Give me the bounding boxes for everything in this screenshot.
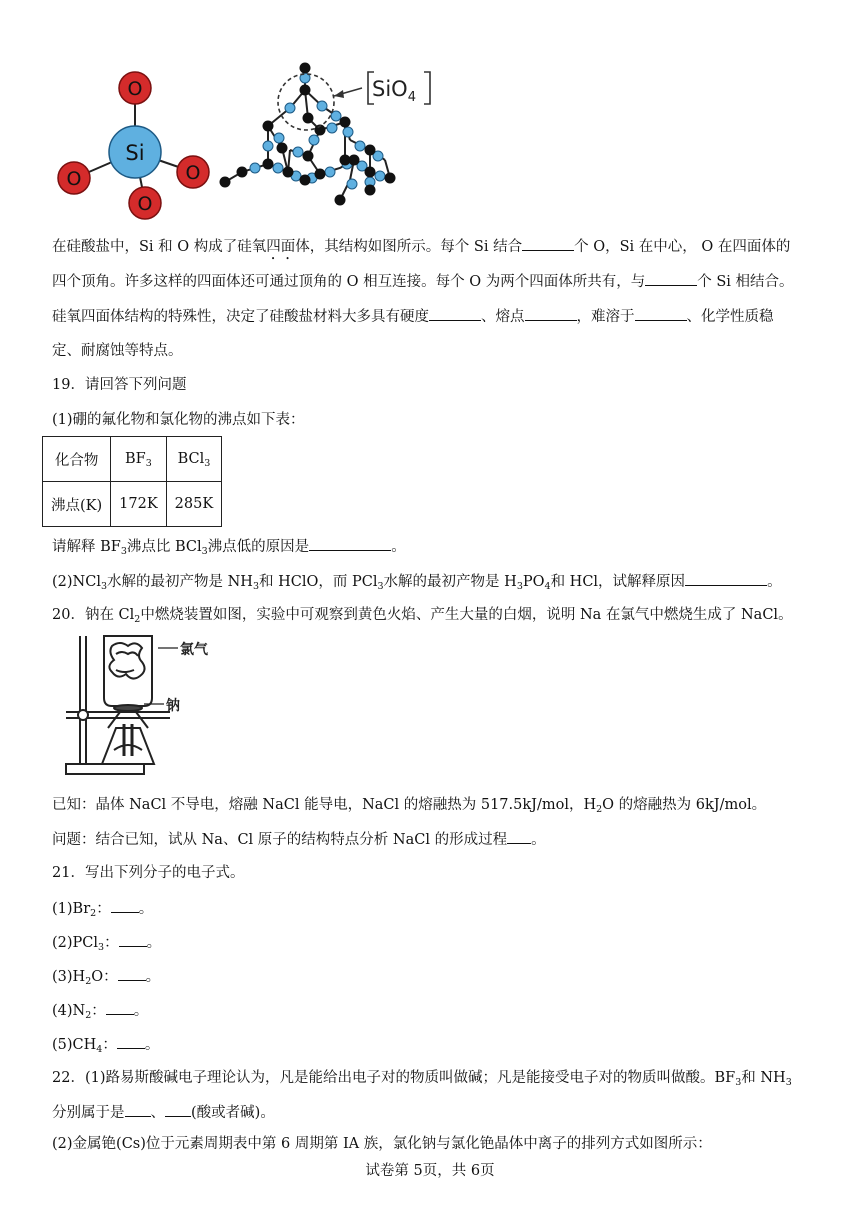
- table-cell-bcl3-bp: 285K: [166, 482, 222, 527]
- answer-blank[interactable]: [685, 571, 767, 586]
- silicate-chain-model: [220, 63, 431, 206]
- answer-blank[interactable]: [309, 536, 391, 551]
- question-19-part-1: (1)硼的氟化物和氯化物的沸点如下表：: [52, 412, 305, 428]
- silicate-structure-figure: [50, 60, 510, 230]
- question-21-item-1: $(1)Br_2$： 。: [52, 898, 153, 919]
- silicate-paragraph-line-2: 四个顶角。许多这样的四面体还可通过顶角的 O 相互连接。每个 O 为两个四面体所共有，与 个 Si 相结合。: [52, 271, 794, 292]
- sodium-combustion-apparatus: [60, 632, 220, 782]
- question-19-explain: 请解释 $BF_3$沸点比 BCl$_3$沸点低的原因是 。: [52, 536, 406, 557]
- question-21-item-4: $(4)N_2$： 。: [52, 1000, 148, 1021]
- question-20-question: 问题：结合已知，试从 Na、Cl 原子的结构特点分析 NaCl 的形成过程 。: [52, 829, 546, 850]
- sio4-tetrahedron-model: [58, 72, 209, 219]
- answer-blank[interactable]: [522, 236, 574, 251]
- question-21-item-5: $(5)CH_4$： 。: [52, 1034, 159, 1055]
- silicon-label: Si: [125, 141, 145, 165]
- table-header-compound: 化合物: [43, 437, 111, 482]
- label-sodium: 钠: [166, 698, 180, 714]
- answer-blank[interactable]: [525, 306, 577, 321]
- answer-blank[interactable]: [119, 932, 147, 947]
- oxygen-label-left: O: [66, 168, 82, 190]
- question-21-item-2: (2)PCl$_3$： 。: [52, 932, 161, 953]
- silicate-paragraph-line-4: 定、耐腐蚀等特点。: [52, 343, 183, 359]
- oxygen-label-top: O: [127, 78, 143, 100]
- question-22-line-1: 22．(1)路易斯酸碱电子理论认为，凡是能给出电子对的物质叫做碱；凡是能接受电子对的物质叫做酸。$BF_3$和 $NH_3$: [52, 1070, 792, 1088]
- question-19-part-2: (2)NCl$_3$水解的最初产物是 $NH_3$和 HClO，而 PCl$_3$水解的最初产物是 $H_3PO_4$和 HCl，试解释原因 。: [52, 571, 782, 592]
- answer-blank[interactable]: [117, 1034, 145, 1049]
- question-22-line-3: (2)金属铯(Cs)位于元素周期表中第 6 周期第 IA 族，氯化钠与氯化铯晶体中离子的排列方式如图所示：: [52, 1136, 712, 1152]
- table-header-bf3: $BF_3$: [111, 437, 167, 482]
- page-footer: 试卷第 5页，共 6页: [365, 1163, 495, 1179]
- answer-blank[interactable]: [125, 1102, 151, 1117]
- answer-blank[interactable]: [118, 966, 146, 981]
- question-21-item-3: $(3)H_2O$： 。: [52, 966, 160, 987]
- label-chlorine: 氯气: [180, 642, 208, 658]
- question-20-title: 20．钠在 $Cl_2$中燃烧装置如图，实验中可观察到黄色火焰、产生大量的白烟，说明 Na 在氯气中燃烧生成了 NaCl。: [52, 607, 793, 625]
- question-19-title: 19．请回答下列问题: [52, 377, 187, 393]
- silicate-paragraph-line-1: 在硅酸盐中，Si 和 O 构成了硅氧四面体，其结构如图所示。每个 Si 结合 个 O，Si 在中心， O 在四面体的: [52, 236, 790, 263]
- oxygen-label-bottom: O: [137, 193, 153, 215]
- oxygen-label-right: O: [185, 162, 201, 184]
- table-cell-bf3-bp: 172K: [111, 482, 167, 527]
- sio4-label: SiO$_4$: [372, 77, 416, 105]
- answer-blank[interactable]: [165, 1102, 191, 1117]
- answer-blank[interactable]: [106, 1000, 134, 1015]
- table-label-boiling-point: 沸点(K): [43, 482, 111, 527]
- boiling-point-table: [42, 436, 222, 527]
- answer-blank[interactable]: [645, 271, 697, 286]
- question-20-known: 已知：晶体 NaCl 不导电，熔融 NaCl 能导电，NaCl 的熔融热为 517.5kJ/mol，$H_2O$ 的熔融热为 6kJ/mol。: [52, 797, 767, 815]
- question-21-title: 21．写出下列分子的电子式。: [52, 865, 245, 881]
- answer-blank[interactable]: [429, 306, 481, 321]
- silicate-paragraph-line-3: 硅氧四面体结构的特殊性，决定了硅酸盐材料大多具有硬度 、熔点 ，难溶于 、化学性质稳: [52, 306, 774, 327]
- table-row: [43, 437, 222, 482]
- answer-blank[interactable]: [507, 829, 531, 844]
- answer-blank[interactable]: [635, 306, 687, 321]
- table-row: [43, 482, 222, 527]
- table-header-bcl3: BCl$_3$: [166, 437, 222, 482]
- question-22-line-2: 分别属于是 、 (酸或者碱)。: [52, 1102, 275, 1123]
- answer-blank[interactable]: [111, 898, 139, 913]
